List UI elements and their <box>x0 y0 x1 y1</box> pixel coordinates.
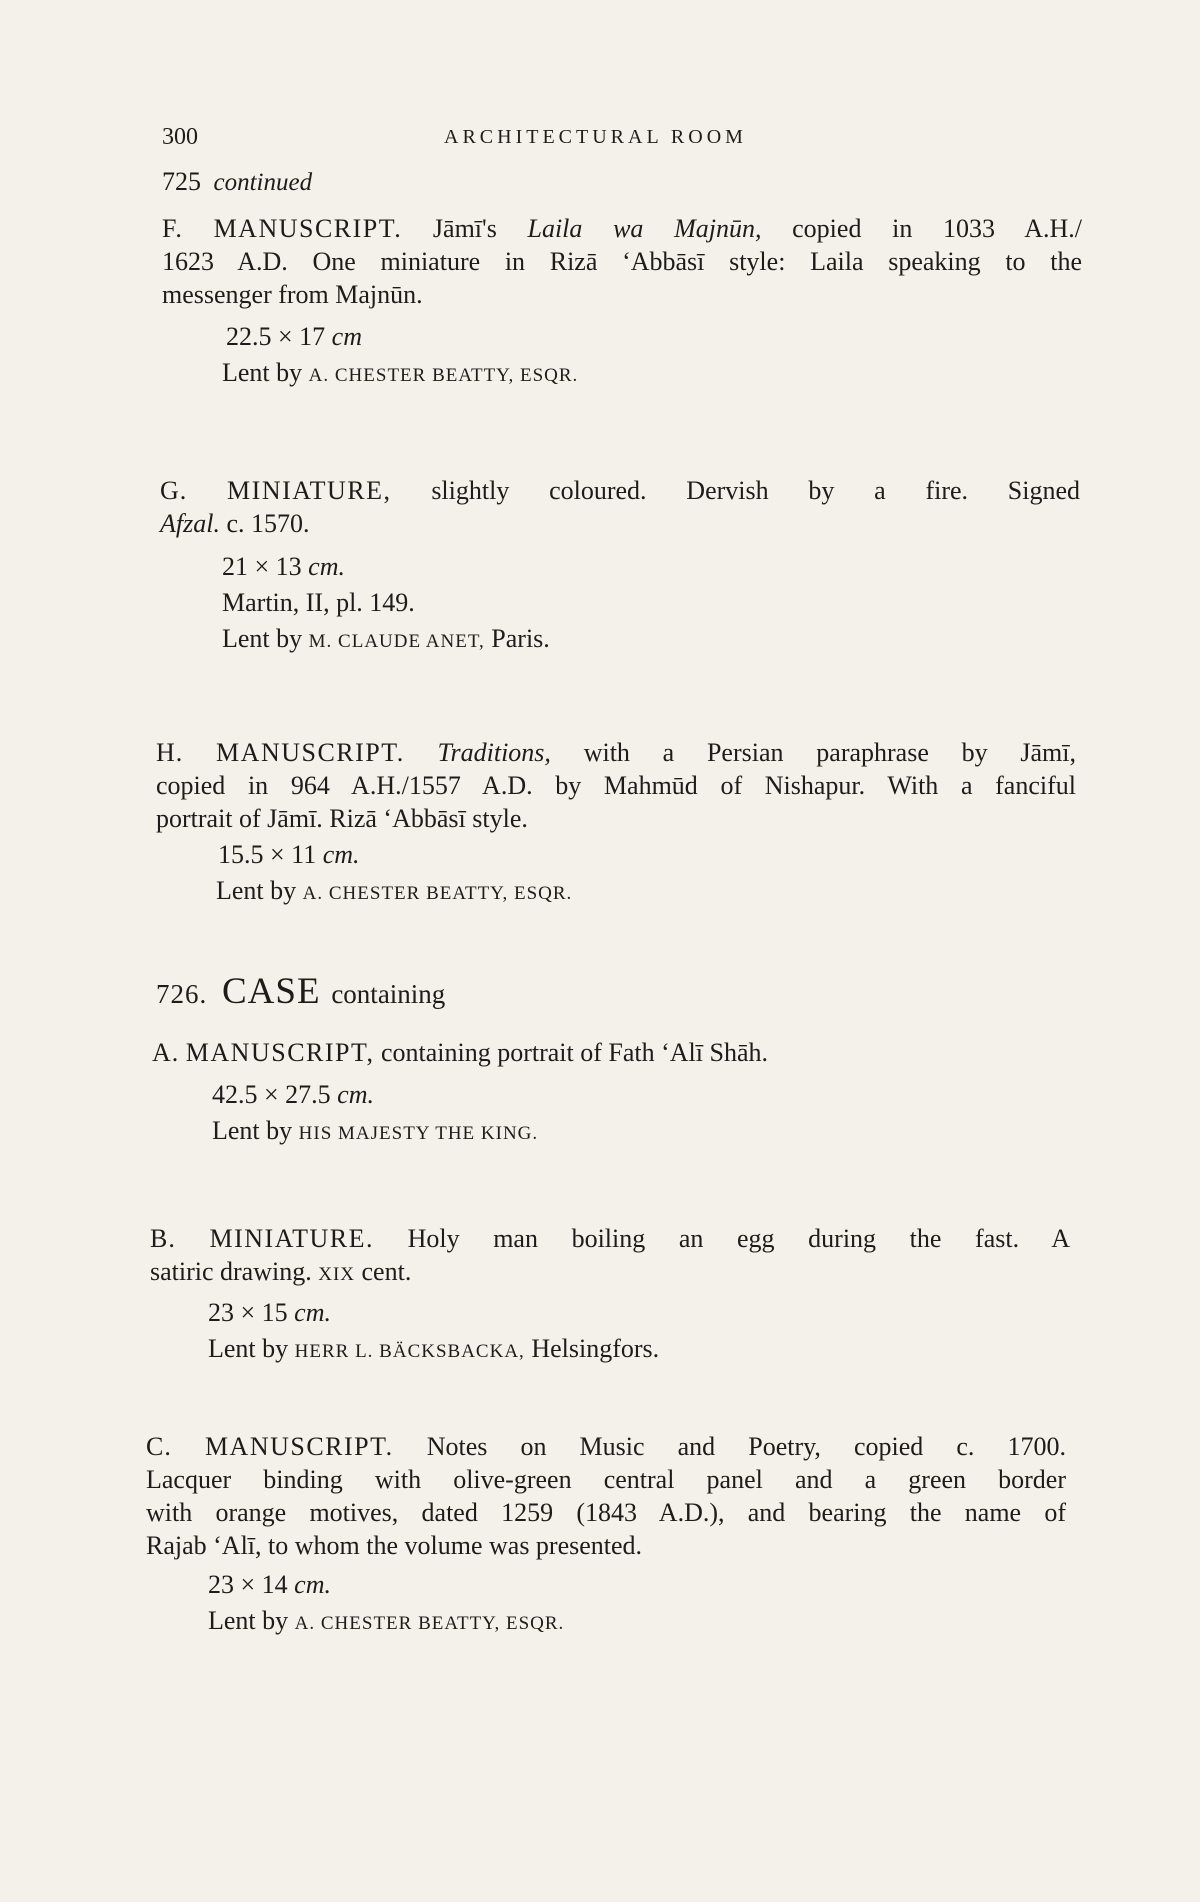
dimensions-value: 42.5 × 27.5 <box>212 1080 331 1109</box>
catalogue-entry-a <box>152 1036 1072 1069</box>
entry-heading: MINIATURE. <box>209 1224 374 1253</box>
entry-line <box>162 212 1082 245</box>
lent-by-label: Lent by <box>222 358 303 387</box>
lent-by-label: Lent by <box>222 624 303 653</box>
entry-line <box>150 1222 1070 1255</box>
entry-text: slightly coloured. Dervish by a fire. Signed <box>431 476 1081 505</box>
catalogue-entry-h <box>156 736 1076 835</box>
entry-title: Laila wa Majnūn, <box>527 214 762 243</box>
entry-line: copied in 964 A.H./1557 A.D. by Mahmūd of Nishapur. With a fanciful <box>156 771 1076 800</box>
dimensions-value: 21 × 13 <box>222 552 302 581</box>
lender-name: A. CHESTER BEATTY, ESQR. <box>302 883 573 904</box>
entry-text: satiric drawing. <box>150 1257 312 1286</box>
century-numeral: XIX <box>318 1264 356 1285</box>
lent-by-label: Lent by <box>208 1334 289 1363</box>
entry-lender <box>222 358 578 388</box>
entry-line <box>156 736 1076 769</box>
entry-line <box>152 1036 1072 1069</box>
entry-text: cent. <box>361 1257 412 1286</box>
entry-number: 725 <box>162 167 201 196</box>
entry-text: Holy man boiling an egg during the fast. A <box>407 1224 1071 1253</box>
entry-text: copied in 1033 A.H./ <box>792 214 1083 243</box>
entry-letter: H. <box>156 738 184 767</box>
entry-line <box>160 474 1080 507</box>
entry-lender <box>216 876 572 906</box>
entry-text: c. 1570. <box>226 509 310 538</box>
entry-lender <box>208 1334 659 1364</box>
entry-letter: C. <box>146 1432 172 1461</box>
entry-reference: Martin, II, pl. 149. <box>222 588 415 617</box>
catalogue-entry-g <box>160 474 1080 540</box>
entry-heading: MINIATURE, <box>227 476 392 505</box>
lender-name: A. CHESTER BEATTY, ESQR. <box>294 1613 565 1634</box>
entry-letter: B. <box>150 1224 176 1253</box>
case-title: CASE <box>222 971 321 1012</box>
lender-place: Paris. <box>491 624 550 653</box>
entry-dimensions <box>218 840 360 870</box>
entry-letter: F. <box>162 214 183 243</box>
lender-place: Helsingfors. <box>531 1334 660 1363</box>
case-subtitle: containing <box>331 979 446 1009</box>
entry-line: portrait of Jāmī. Rizā ‘Abbāsī style. <box>156 804 528 833</box>
entry-text: containing portrait of Fath ‘Alī Shāh. <box>380 1038 768 1067</box>
entry-heading: MANUSCRIPT. <box>216 738 405 767</box>
lent-by-label: Lent by <box>216 876 297 905</box>
entry-line: Rajab ‘Alī, to whom the volume was presented. <box>146 1531 643 1560</box>
entry-dimensions <box>226 322 362 352</box>
catalogue-entry-c <box>146 1430 1066 1562</box>
page-number: 300 <box>162 124 198 150</box>
entry-heading: MANUSCRIPT. <box>213 214 403 243</box>
entry-heading: MANUSCRIPT. <box>204 1432 394 1461</box>
entry-letter: A. <box>152 1038 180 1067</box>
entry-dimensions <box>208 1298 331 1328</box>
lender-name: HERR L. BÄCKSBACKA, <box>294 1341 525 1362</box>
dimensions-unit: cm. <box>294 1570 331 1599</box>
lender-name: M. CLAUDE ANET, <box>308 631 485 652</box>
entry-dimensions <box>222 552 345 582</box>
dimensions-unit: cm. <box>308 552 345 581</box>
signature-name: Afzal. <box>160 509 220 538</box>
lender-name: A. CHESTER BEATTY, ESQR. <box>308 365 579 386</box>
dimensions-unit: cm. <box>322 840 360 869</box>
dimensions-unit: cm <box>331 322 362 351</box>
lent-by-label: Lent by <box>212 1116 293 1145</box>
dimensions-unit: cm. <box>337 1080 374 1109</box>
dimensions-unit: cm. <box>294 1298 331 1327</box>
entry-line <box>150 1255 1070 1291</box>
entry-line: with orange motives, dated 1259 (1843 A.D.), and bearing the name of <box>146 1498 1066 1527</box>
entry-text: Notes on Music and Poetry, copied c. 1700. <box>426 1432 1067 1461</box>
entry-line: messenger from Majnūn. <box>162 280 423 309</box>
case-heading <box>156 970 445 1013</box>
dimensions-value: 15.5 × 11 <box>218 840 317 869</box>
running-title: ARCHITECTURAL ROOM <box>444 126 747 148</box>
entry-text: with a Persian paraphrase by Jāmī, <box>583 738 1076 767</box>
case-number: 726. <box>156 979 208 1009</box>
entry-lender <box>222 624 550 654</box>
entry-lender <box>212 1116 538 1146</box>
entry-lender <box>208 1606 564 1636</box>
entry-title: Traditions, <box>437 738 551 767</box>
dimensions-value: 22.5 × 17 <box>226 322 326 351</box>
entry-text: Jāmī's <box>432 214 497 243</box>
catalogue-entry-f <box>162 212 1082 311</box>
entry-line <box>146 1430 1066 1463</box>
entry-line <box>160 507 1080 540</box>
dimensions-value: 23 × 15 <box>208 1298 288 1327</box>
lent-by-label: Lent by <box>208 1606 289 1635</box>
catalogue-entry-b <box>150 1222 1070 1291</box>
continued-label: continued <box>213 169 313 196</box>
entry-line: 1623 A.D. One miniature in Rizā ‘Abbāsī style: Laila speaking to the <box>162 247 1082 276</box>
entry-heading: MANUSCRIPT, <box>185 1038 375 1067</box>
entry-letter: G. <box>160 476 188 505</box>
entry-dimensions <box>208 1570 331 1600</box>
dimensions-value: 23 × 14 <box>208 1570 288 1599</box>
lender-name: HIS MAJESTY THE KING. <box>298 1123 539 1144</box>
continued-heading <box>162 167 312 197</box>
entry-dimensions <box>212 1080 374 1110</box>
entry-line: Lacquer binding with olive-green central panel and a green border <box>146 1465 1066 1494</box>
